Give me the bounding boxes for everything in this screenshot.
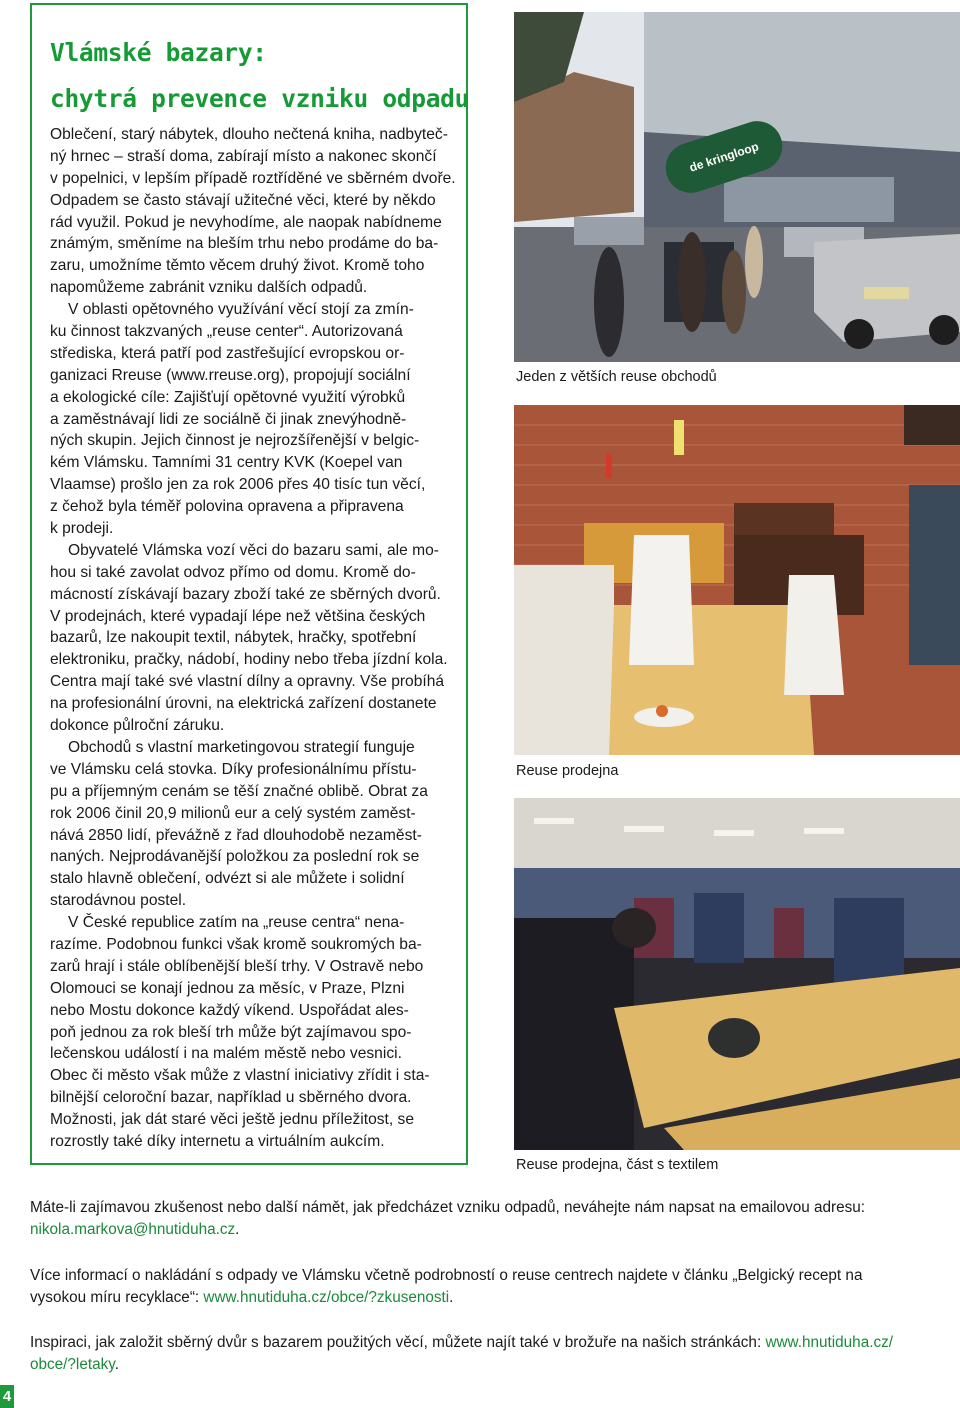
article-line: a zaměstnávají lidi ze sociálně či jinak znevýhodně- [50,410,407,428]
footer-article-text: Více informací o nakládání s odpady ve Vlámsku včetně podrobností o reuse centrech najdete v článku „Belgický recept na [30,1267,863,1284]
article-line: ných skupin. Jejich činnost je nejrozšířenější v belgic- [50,432,420,450]
textile-section-photo [514,798,960,1150]
article-title [50,30,470,122]
title-line-1: Vlámské bazary: [50,38,267,67]
article-line: Možnosti, jak dát staré věci ještě jednu příležitost, se [50,1111,415,1129]
article-line: kém Vlámsku. Tamními 31 centry KVK (Koepel van [50,454,403,472]
article-tail: . [449,1289,454,1306]
article-line: Odpadem se často stávají užitečné věci, které by někdo [50,191,436,209]
brochure-link-part-1[interactable]: www.hnutiduha.cz/ [765,1334,893,1351]
article-line: V oblasti opětovného využívání věcí stojí za zmín- [68,301,414,319]
article-line: ve Vlámsku celá stovka. Díky profesionálnímu přístu- [50,760,417,778]
caption-textile-section: Reuse prodejna, část s textilem [516,1157,719,1173]
article-line: zaru, umožníme těmto věcem druhý život. Kromě toho [50,257,425,275]
article-line: Oblečení, starý nábytek, dlouho nečtená kniha, nadbyteč- [50,126,448,143]
article-line: lečenskou událostí i na malém městě nebo vesnici. [50,1045,402,1063]
article-line: zarů hrají i stále oblíbenější bleší trhy. V Ostravě nebo [50,957,424,975]
article-line: rozrostly také díky internetu a virtuálním aukcím. [50,1132,385,1150]
footer-brochure-text: Inspiraci, jak založit sběrný dvůr s bazarem použitých věcí, můžete najít také v brožuře na našich stránkách: [30,1334,766,1351]
article-line: Obyvatelé Vlámska vozí věci do bazaru sami, ale mo- [68,541,439,559]
article-line: rád využil. Pokud je nevyhodíme, ale naopak nabídneme [50,213,442,231]
article-line: Obchodů s vlastní marketingovou strategií funguje [68,738,415,756]
article-line: elektroniku, pračky, nádobí, hodiny nebo třeba jízdní kola. [50,651,448,669]
article-line: poň jednou za rok bleší trh může být zajímavou spo- [50,1023,412,1041]
article-line: rok 2006 činil 20,9 milionů eur a celý systém zaměst- [50,804,416,822]
store-exterior-photo [514,12,960,362]
article-line: na profesionální úrovni, na elektrická zařízení dostanete [50,695,437,713]
footer-paragraph-article [30,1265,960,1309]
article-line: stalo hlavně oblečení, odvézt si ale můžete i solidní [50,870,405,888]
article-line: V České republice zatím na „reuse centra“ nena- [68,914,405,932]
article-line: Obec či město však může z vlastní iniciativy zřídit i sta- [50,1067,430,1085]
article-line: Centra mají také své vlastní dílny a opravny. Vše probíhá [50,673,445,691]
footer-article-text-2: vysokou míru recyklace“: [30,1289,204,1306]
page-number: 4 [0,1385,14,1408]
footer-paragraph-brochure [30,1332,960,1376]
article-line: nává 2850 lidí, převážně z řad dlouhodobě nezaměst- [50,826,422,844]
article-line: Olomouci se konají jednou za měsíc, v Praze, Plzni [50,979,405,997]
article-line: bazarů, lze nakoupit textil, nábytek, hračky, spotřební [50,629,417,647]
article-line: Vlaamse) prošlo jen za rok 2006 přes 40 tisíc tun věcí, [50,476,426,494]
article-line: starodávnou postel. [50,892,187,910]
article-line: V prodejnách, které vypadají lépe než většina českých [50,607,426,625]
article-line: v popelnici, v lepším případě roztříděné ve sběrném dvoře. [50,169,456,187]
footer-paragraph-email [30,1197,960,1241]
article-line: mácností získávají bazary zboží také ze sběrných dvorů. [50,585,441,603]
footer-email-text: Máte-li zajímavou zkušenost nebo další námět, jak předcházet vzniku odpadů, neváhejte nám napsat na emailovou adresu: [30,1199,866,1216]
article-line: ný hrnec – straší doma, zabírají místo a nakonec skončí [50,147,437,165]
article-line: a ekologické cíle: Zajišťují opětovné využití výrobků [50,388,406,406]
article-line: známým, směníme na bleším trhu nebo prodáme do ba- [50,235,439,253]
article-line: razíme. Podobnou funkci však kromě soukromých ba- [50,935,422,953]
article-line: naných. Nejprodávanější položkou za poslední rok se [50,848,420,866]
caption-store-interior: Reuse prodejna [516,763,619,779]
article-link[interactable]: www.hnutiduha.cz/obce/?zkusenosti [203,1289,450,1306]
article-body [50,124,455,1153]
article-line: ku činnost takzvaných „reuse center“. Autorizovaná [50,323,403,341]
article-line: nebo Mostu dokonce každý víkend. Uspořádat ales- [50,1001,409,1019]
email-link[interactable]: nikola.markova@hnutiduha.cz [30,1221,236,1238]
store-interior-photo [514,405,960,755]
article-line: k prodeji. [50,520,114,538]
article-line: z čehož byla téměř polovina opravena a připravena [50,498,404,516]
article-line: bilnější celoroční bazar, například u sběrného dvora. [50,1089,412,1107]
article-line: hou si také zavolat odvoz přímo od domu. Kromě do- [50,563,416,581]
article-line: střediska, která patří pod zastřešující evropskou or- [50,344,405,362]
brochure-tail: . [114,1356,120,1373]
title-line-2: chytrá prevence vzniku odpadu [50,84,470,113]
caption-store-exterior: Jeden z větších reuse obchodů [516,369,717,385]
email-tail: . [235,1221,240,1238]
article-line: ganizaci Rreuse (www.rreuse.org), propojují sociální [50,366,411,384]
article-line: pu a příjemným cenám se těší značné oblibě. Obrat za [50,782,428,800]
brochure-link-part-2[interactable]: obce/?letaky [30,1356,115,1373]
article-line: napomůžeme zabránit vzniku dalších odpadů. [50,279,368,297]
article-line: dokonce půlroční záruku. [50,717,225,735]
store-sign: de kringloop [659,115,789,200]
